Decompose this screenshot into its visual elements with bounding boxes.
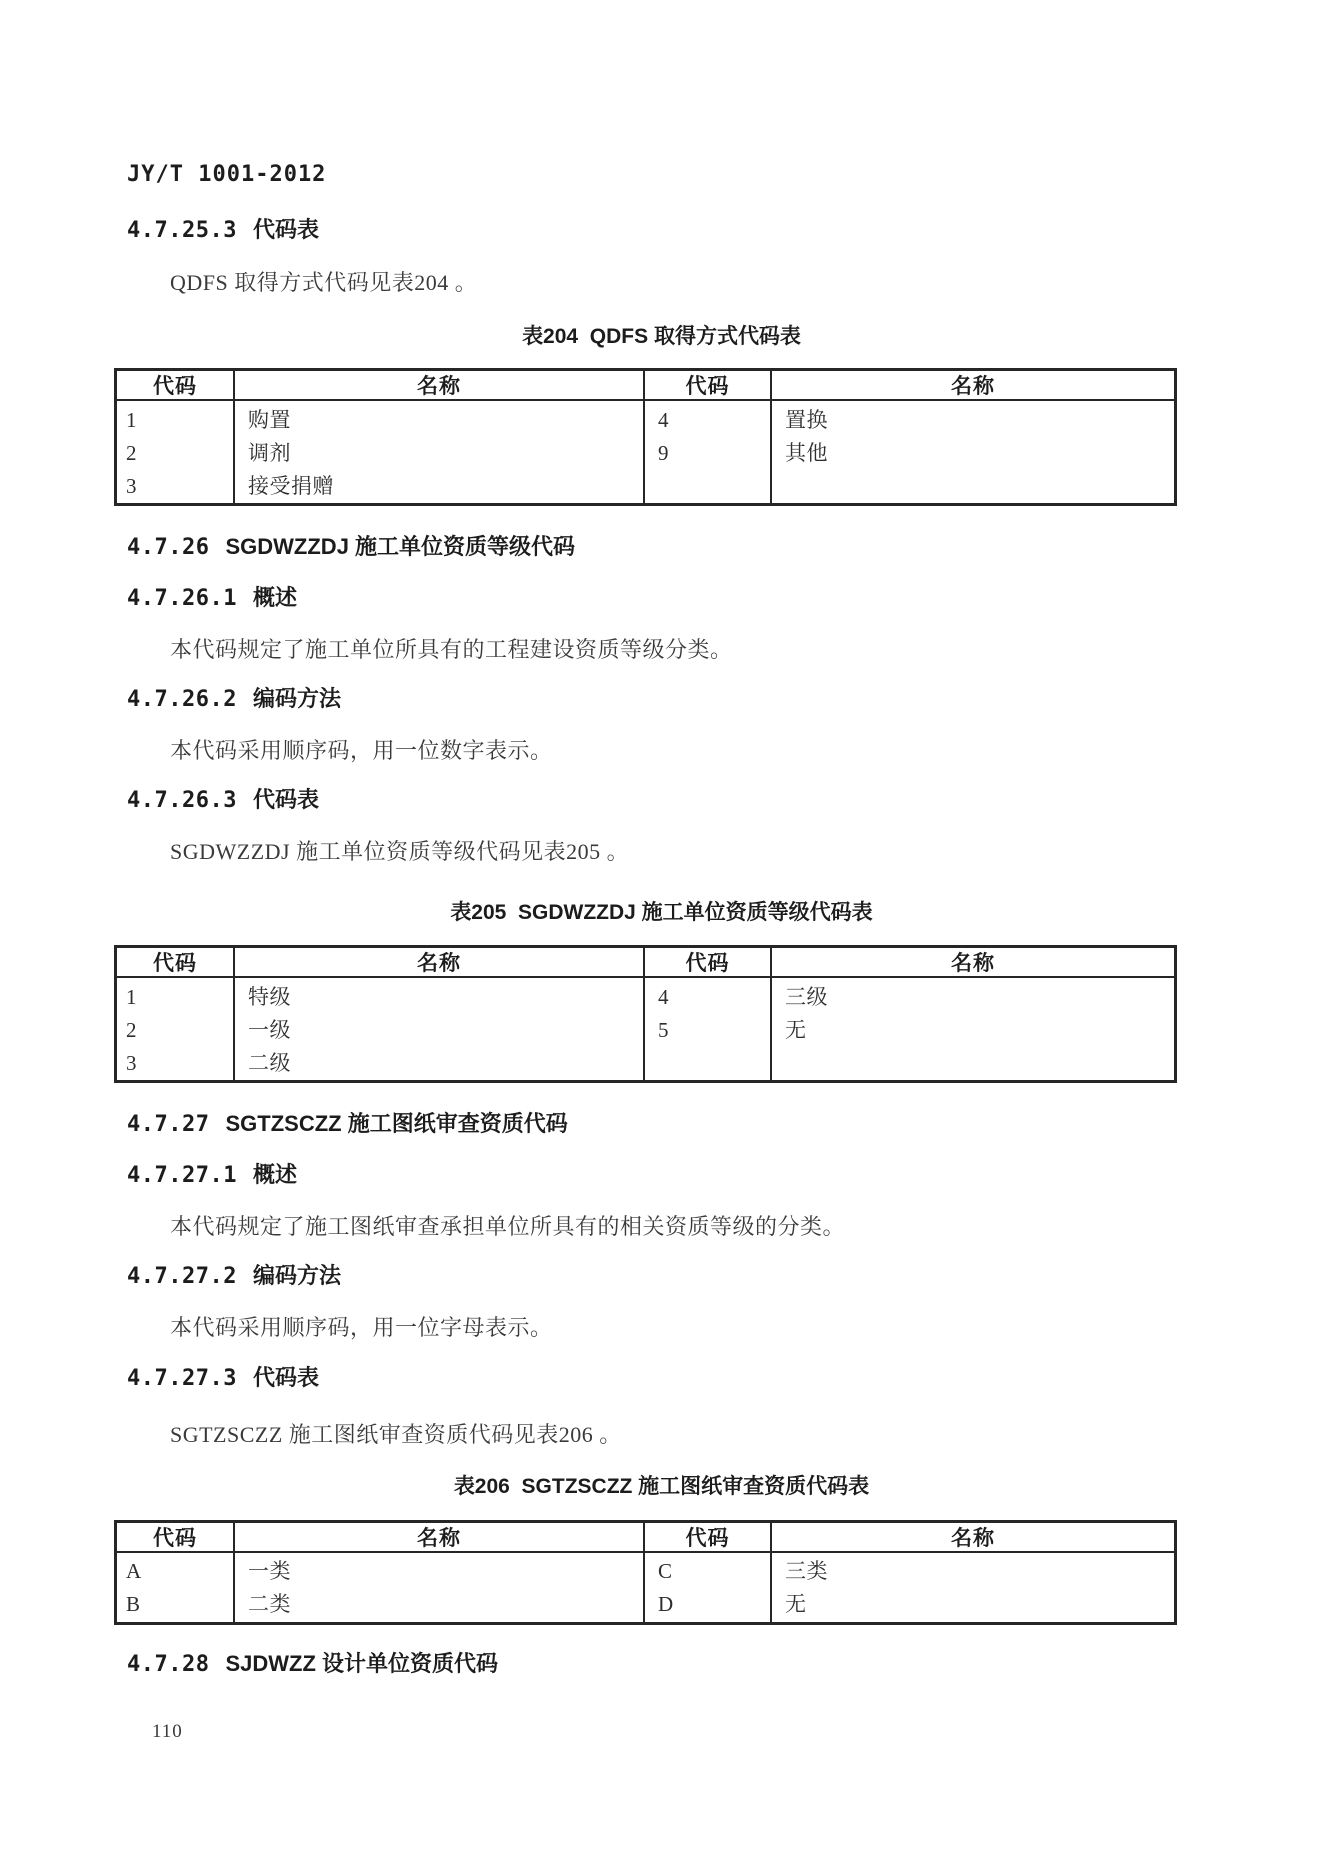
table-header-cell: 代码 — [645, 1523, 772, 1551]
section-title: 代码表 — [252, 1365, 319, 1390]
section-title: SGTZSCZZ 施工图纸审查资质代码 — [225, 1111, 568, 1136]
section-title: 概述 — [252, 1162, 297, 1187]
table-cell: 接受捐赠 — [248, 474, 334, 498]
table-column-code — [645, 1553, 772, 1622]
table-column-name — [772, 1553, 1174, 1622]
table-header-cell: 名称 — [951, 952, 995, 975]
table-header-cell: 代码 — [645, 948, 772, 976]
table-cell: 三类 — [785, 1559, 828, 1583]
section-heading-4-7-27-3 — [127, 1367, 319, 1390]
table-205-title: 表205 SGDWZZDJ 施工单位资质等级代码表 — [450, 901, 873, 924]
table-column-name — [772, 401, 1174, 503]
table-header-cell: 名称 — [235, 948, 645, 976]
table-column-code — [645, 401, 772, 503]
table-cell: 二类 — [248, 1592, 291, 1616]
table-cell: B — [126, 1592, 141, 1616]
table-header-cell: 名称 — [951, 375, 995, 398]
table-header-cell: 代码 — [117, 1523, 235, 1551]
paragraph-sg-method: 本代码采用顺序码，用一位数字表示。 — [170, 738, 553, 763]
table-header-cell: 代码 — [645, 371, 772, 399]
doc-code: JY/T 1001-2012 — [127, 162, 327, 187]
table-cell: 调剂 — [248, 441, 291, 465]
table-cell: 一类 — [248, 1559, 291, 1583]
section-title: 编码方法 — [252, 686, 341, 711]
section-heading-4-7-28 — [127, 1653, 498, 1676]
table-cell: 无 — [785, 1592, 807, 1616]
page-number: 110 — [152, 1721, 183, 1742]
section-heading-4-7-25-3 — [127, 219, 319, 242]
section-heading-4-7-26-1 — [127, 587, 297, 610]
table-cell: 1 — [126, 408, 137, 432]
section-heading-4-7-26-3 — [127, 789, 319, 812]
section-title: SGDWZZDJ 施工单位资质等级代码 — [225, 534, 576, 559]
table-column-name — [235, 1553, 645, 1622]
section-number: 4.7.26.2 — [127, 687, 237, 712]
table-column-name — [772, 978, 1174, 1080]
section-number: 4.7.26.3 — [127, 788, 237, 813]
table-cell: 2 — [126, 441, 137, 465]
table-204-title: 表204 QDFS 取得方式代码表 — [522, 325, 801, 348]
section-title: 代码表 — [252, 787, 319, 812]
paragraph-tz-overview: 本代码规定了施工图纸审查承担单位所具有的相关资质等级的分类。 — [170, 1214, 846, 1239]
code-table-206 — [114, 1520, 1177, 1625]
table-cell: 2 — [126, 1018, 137, 1042]
table-header-row — [117, 371, 1174, 401]
section-number: 4.7.27.2 — [127, 1264, 237, 1289]
section-heading-4-7-27-1 — [127, 1164, 297, 1187]
table-cell: 3 — [126, 1051, 137, 1075]
table-cell: 购置 — [248, 408, 291, 432]
table-body-row — [117, 978, 1174, 1080]
table-cell: 9 — [658, 441, 669, 465]
code-table-204 — [114, 368, 1177, 506]
table-206-title: 表206 SGTZSCZZ 施工图纸审查资质代码表 — [453, 1475, 870, 1498]
table-cell: 3 — [126, 474, 137, 498]
paragraph-sg-overview: 本代码规定了施工单位所具有的工程建设资质等级分类。 — [170, 637, 733, 662]
table-column-code — [117, 1553, 235, 1622]
table-cell: 特级 — [248, 985, 291, 1009]
section-title: 代码表 — [252, 217, 319, 242]
table-cell: D — [658, 1592, 674, 1616]
section-number: 4.7.25.3 — [127, 218, 237, 243]
paragraph-sg-ref: SGDWZZDJ 施工单位资质等级代码见表205 。 — [170, 839, 630, 864]
table-body-row — [117, 1553, 1174, 1622]
section-title: SJDWZZ 设计单位资质代码 — [225, 1651, 499, 1676]
paragraph-qdfs-ref: QDFS 取得方式代码见表204 。 — [170, 270, 478, 295]
table-header-row — [117, 948, 1174, 978]
section-heading-4-7-27 — [127, 1113, 568, 1136]
table-cell: 1 — [126, 985, 137, 1009]
section-number: 4.7.28 — [127, 1652, 210, 1677]
table-cell: 4 — [658, 985, 669, 1009]
section-number: 4.7.27.3 — [127, 1366, 237, 1391]
section-number: 4.7.27 — [127, 1112, 210, 1137]
table-column-code — [117, 978, 235, 1080]
section-number: 4.7.26 — [127, 535, 210, 560]
table-header-cell: 代码 — [117, 948, 235, 976]
table-cell: 4 — [658, 408, 669, 432]
code-table-205 — [114, 945, 1177, 1083]
table-header-cell: 名称 — [235, 371, 645, 399]
table-column-code — [117, 401, 235, 503]
table-cell: 其他 — [785, 441, 828, 465]
table-header-cell: 名称 — [951, 1527, 995, 1550]
table-cell: 一级 — [248, 1018, 291, 1042]
table-header-cell: 名称 — [235, 1523, 645, 1551]
section-heading-4-7-26-2 — [127, 688, 341, 711]
table-column-name — [235, 978, 645, 1080]
section-title: 编码方法 — [252, 1263, 341, 1288]
table-cell: C — [658, 1559, 673, 1583]
table-column-name — [235, 401, 645, 503]
section-heading-4-7-27-2 — [127, 1265, 341, 1288]
table-cell: 无 — [785, 1018, 807, 1042]
table-cell: 置换 — [785, 408, 828, 432]
section-title: 概述 — [252, 585, 297, 610]
table-body-row — [117, 401, 1174, 503]
section-heading-4-7-26 — [127, 536, 575, 559]
table-cell: 二级 — [248, 1051, 291, 1075]
section-number: 4.7.27.1 — [127, 1163, 237, 1188]
table-header-cell: 代码 — [117, 371, 235, 399]
table-cell: 5 — [658, 1018, 669, 1042]
table-cell: A — [126, 1559, 142, 1583]
section-number: 4.7.26.1 — [127, 586, 237, 611]
paragraph-tz-method: 本代码采用顺序码，用一位字母表示。 — [170, 1315, 553, 1340]
table-cell: 三级 — [785, 985, 828, 1009]
paragraph-tz-ref: SGTZSCZZ 施工图纸审查资质代码见表206 。 — [170, 1422, 622, 1447]
table-column-code — [645, 978, 772, 1080]
table-header-row — [117, 1523, 1174, 1553]
